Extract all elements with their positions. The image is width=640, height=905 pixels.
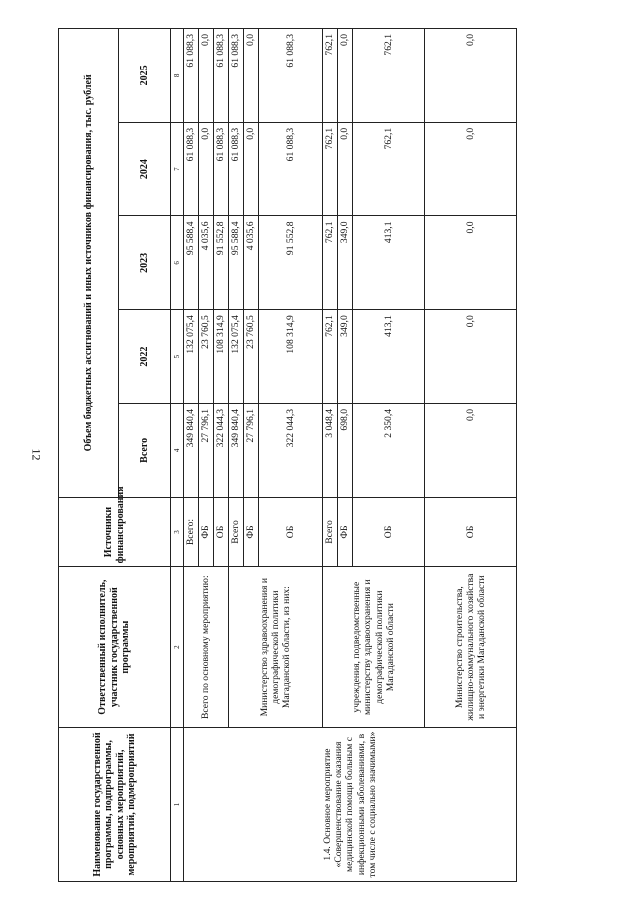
value-cell: 61 088,3 xyxy=(259,29,323,123)
value-cell: 0,0 xyxy=(425,310,517,404)
page-number: 12 xyxy=(29,448,44,461)
index-cell: 8 xyxy=(171,29,184,123)
budget-table xyxy=(58,28,517,882)
value-cell: 95 588,4 xyxy=(184,216,199,310)
index-cell: 4 xyxy=(171,403,184,497)
executor-cell: учреждения, подведомственные министерству здравоохранения и демографической политики Магаданской области xyxy=(323,567,425,728)
index-cell: 6 xyxy=(171,216,184,310)
rotated-page xyxy=(58,28,590,882)
header-source: Источники финансирования xyxy=(59,497,171,567)
source-cell: ОБ xyxy=(214,497,229,567)
header-funding: Объем бюджетных ассигнований и иных источников финансирования, тыс. рублей xyxy=(59,29,119,498)
header-year: 2024 xyxy=(119,122,171,216)
source-cell: Всего xyxy=(323,497,338,567)
value-cell: 0,0 xyxy=(244,29,259,123)
value-cell: 0,0 xyxy=(338,29,353,123)
header-executor: Ответственный исполнитель, участник государственной программы xyxy=(59,567,171,728)
value-cell: 108 314,9 xyxy=(259,310,323,404)
value-cell: 27 796,1 xyxy=(244,403,259,497)
value-cell: 762,1 xyxy=(353,122,425,216)
source-cell: Всего xyxy=(229,497,244,567)
value-cell: 23 760,5 xyxy=(244,310,259,404)
source-cell: ФБ xyxy=(338,497,353,567)
value-cell: 0,0 xyxy=(199,122,214,216)
value-cell: 95 588,4 xyxy=(229,216,244,310)
budget-table-container xyxy=(58,28,590,882)
value-cell: 0,0 xyxy=(244,122,259,216)
value-cell: 61 088,3 xyxy=(184,122,199,216)
value-cell: 349,0 xyxy=(338,310,353,404)
value-cell: 61 088,3 xyxy=(214,29,229,123)
value-cell: 108 314,9 xyxy=(214,310,229,404)
value-cell: 322 044,3 xyxy=(259,403,323,497)
measure-name: 1.4. Основное мероприятие «Совершенствование оказания медицинской помощи больным с инфекционными заболеваниями, в том числе с социально значимыми» xyxy=(184,728,517,882)
executor-cell: Всего по основному мероприятию: xyxy=(184,567,229,728)
value-cell: 762,1 xyxy=(323,29,338,123)
header-name: Наименование государственной программы, подпрограммы, основных мероприятий, мероприятий, подмероприятий xyxy=(59,728,171,882)
value-cell: 349,0 xyxy=(338,216,353,310)
source-cell: ФБ xyxy=(244,497,259,567)
value-cell: 91 552,8 xyxy=(214,216,229,310)
executor-cell: Министерство здравоохранения и демографической политики Магаданской области, из них: xyxy=(229,567,323,728)
value-cell: 4 035,6 xyxy=(244,216,259,310)
value-cell: 3 048,4 xyxy=(323,403,338,497)
value-cell: 0,0 xyxy=(338,122,353,216)
value-cell: 61 088,3 xyxy=(259,122,323,216)
executor-cell: Министерство строительства, жилищно-коммунального хозяйства и энергетики Магаданской области xyxy=(425,567,517,728)
index-cell: 1 xyxy=(171,728,184,882)
index-cell: 5 xyxy=(171,310,184,404)
value-cell: 413,1 xyxy=(353,310,425,404)
value-cell: 4 035,6 xyxy=(199,216,214,310)
index-cell: 7 xyxy=(171,122,184,216)
value-cell: 322 044,3 xyxy=(214,403,229,497)
value-cell: 349 840,4 xyxy=(184,403,199,497)
source-cell: ОБ xyxy=(425,497,517,567)
table-row xyxy=(184,29,199,882)
index-cell: 2 xyxy=(171,567,184,728)
source-cell: ОБ xyxy=(259,497,323,567)
value-cell: 61 088,3 xyxy=(229,29,244,123)
value-cell: 762,1 xyxy=(323,216,338,310)
value-cell: 762,1 xyxy=(323,122,338,216)
value-cell: 132 075,4 xyxy=(229,310,244,404)
source-cell: ОБ xyxy=(353,497,425,567)
value-cell: 91 552,8 xyxy=(259,216,323,310)
value-cell: 132 075,4 xyxy=(184,310,199,404)
value-cell: 762,1 xyxy=(323,310,338,404)
header-year: Всего xyxy=(119,403,171,497)
value-cell: 0,0 xyxy=(425,403,517,497)
index-cell: 3 xyxy=(171,497,184,567)
value-cell: 762,1 xyxy=(353,29,425,123)
value-cell: 2 350,4 xyxy=(353,403,425,497)
value-cell: 413,1 xyxy=(353,216,425,310)
value-cell: 0,0 xyxy=(199,29,214,123)
value-cell: 61 088,3 xyxy=(214,122,229,216)
value-cell: 349 840,4 xyxy=(229,403,244,497)
source-cell: Всего: xyxy=(184,497,199,567)
header-year: 2025 xyxy=(119,29,171,123)
value-cell: 61 088,3 xyxy=(184,29,199,123)
source-cell: ФБ xyxy=(199,497,214,567)
value-cell: 27 796,1 xyxy=(199,403,214,497)
value-cell: 23 760,5 xyxy=(199,310,214,404)
header-year: 2022 xyxy=(119,310,171,404)
value-cell: 698,0 xyxy=(338,403,353,497)
value-cell: 61 088,3 xyxy=(229,122,244,216)
header-year: 2023 xyxy=(119,216,171,310)
value-cell: 0,0 xyxy=(425,122,517,216)
value-cell: 0,0 xyxy=(425,29,517,123)
value-cell: 0,0 xyxy=(425,216,517,310)
